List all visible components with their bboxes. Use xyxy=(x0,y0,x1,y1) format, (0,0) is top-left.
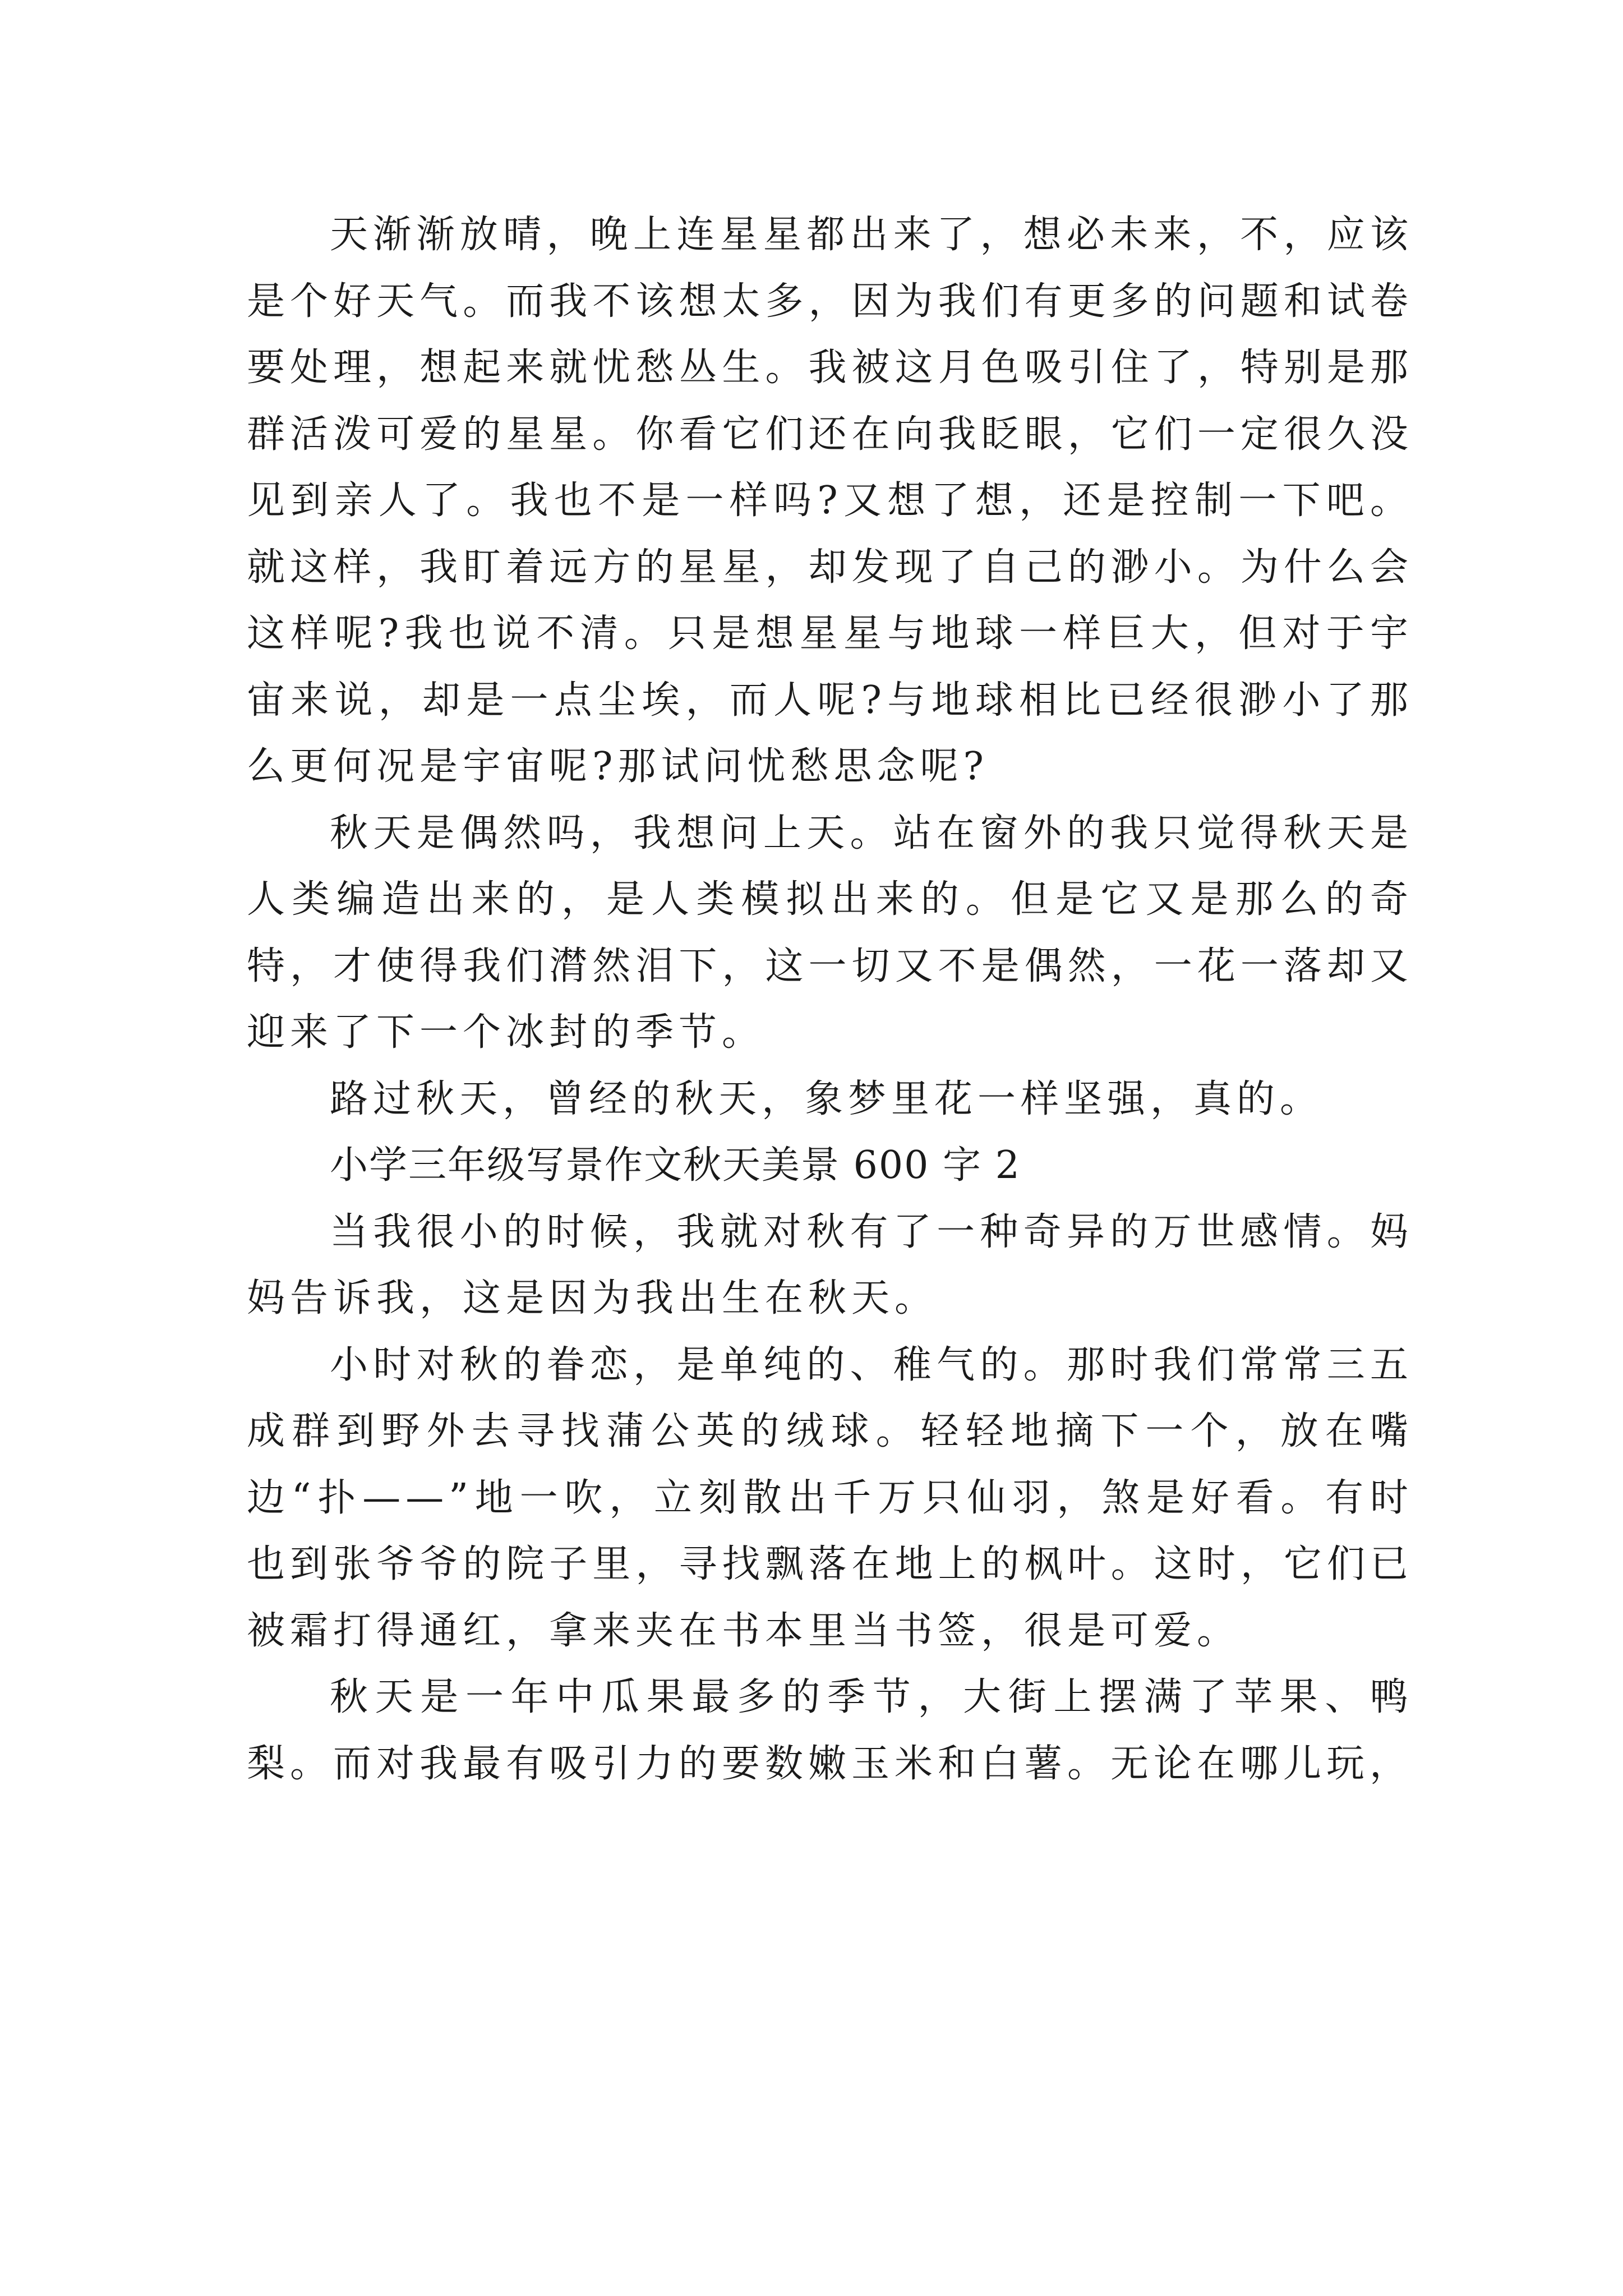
paragraph-childhood-memories: 小时对秋的眷恋，是单纯的、稚气的。那时我们常常三五成群到野外去寻找蒲公英的绒球。轻轻地摘下一个，放在嘴边“扑——”地一吹，立刻散出千万只仙羽，煞是好看。有时也到张爷爷的院子里，寻找飘落在地上的枫叶。这时，它们已被霜打得通红，拿来夹在书本里当书签，很是可爱。 xyxy=(247,1342,1413,1653)
paragraph-childhood-feeling: 当我很小的时候，我就对秋有了一种奇异的万世感情。妈妈告诉我，这是因为我出生在秋天。 xyxy=(247,1209,1413,1320)
document-body xyxy=(247,202,1413,1797)
paragraph-autumn-chance: 秋天是偶然吗，我想问上天。站在窗外的我只觉得秋天是人类编造出来的，是人类模拟出来的。但是它又是那么的奇特，才使得我们潸然泪下，这一切又不是偶然，一花一落却又迎来了下一个冰封的季节。 xyxy=(247,811,1413,1055)
paragraph-passing-autumn: 路过秋天，曾经的秋天，象梦里花一样坚强，真的。 xyxy=(330,1076,1324,1121)
paragraph-autumn-fruits: 秋天是一年中瓜果最多的季节，大街上摆满了苹果、鸭梨。而对我最有吸引力的要数嫩玉米和白薯。无论在哪儿玩， xyxy=(247,1675,1413,1786)
section-title: 小学三年级写景作文秋天美景 600 字 2 xyxy=(330,1143,1021,1188)
paragraph-starry-night: 天渐渐放晴，晚上连星星都出来了，想必未来，不，应该是个好天气。而我不该想太多，因为我们有更多的问题和试卷要处理，想起来就忧愁丛生。我被这月色吸引住了，特别是那群活泼可爱的星星。你看它们还在向我眨眼，它们一定很久没见到亲人了。我也不是一样吗?又想了想，还是控制一下吧。就这样，我盯着远方的星星，却发现了自己的渺小。为什么会这样呢?我也说不清。只是想星星与地球一样巨大，但对于宇宙来说，却是一点尘埃，而人呢?与地球相比已经很渺小了那么更何况是宇宙呢?那试问忧愁思念呢? xyxy=(247,213,1413,789)
